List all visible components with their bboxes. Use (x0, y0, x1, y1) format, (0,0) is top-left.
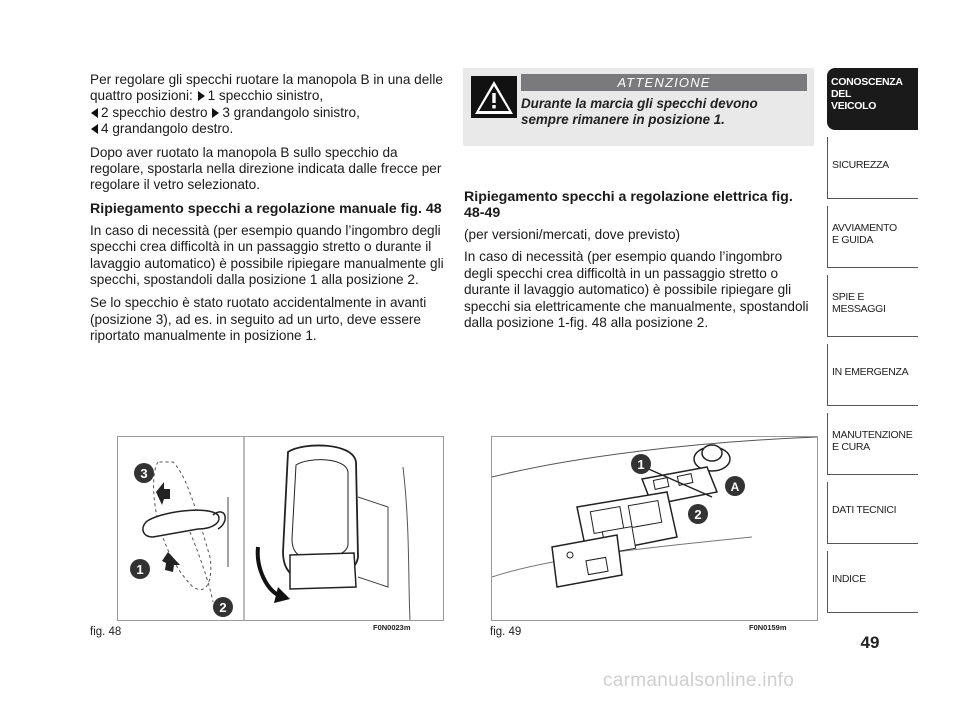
tab-indice[interactable]: INDICE (827, 551, 918, 613)
heading-electric-fold: Ripiegamento specchi a regolazione elettrica fig. 48-49 (464, 189, 793, 221)
fig49-label-2: 2 (694, 507, 702, 522)
fig48-label-2: 2 (219, 600, 227, 615)
fig48-caption: fig. 48 (90, 626, 122, 638)
fig49-caption: fig. 49 (490, 626, 522, 638)
paragraph-position-3: Se lo specchio è stato ruotato accidentalmente in avanti (posizione 3), ad es. in seguito ad un urto, deve essere riportato manualmente in posizione 1. (90, 295, 427, 344)
chapter-tabs (827, 68, 918, 620)
tab-dati-tecnici[interactable]: DATI TECNICI (827, 482, 918, 544)
fig49-label-A: A (730, 480, 740, 494)
warning-title: ATTENZIONE (521, 74, 807, 91)
warning-icon (471, 76, 517, 118)
tab-avviamento-e-guida[interactable]: AVVIAMENTO E GUIDA (827, 206, 918, 268)
figure-49 (491, 436, 818, 621)
door-switch-illustration (492, 437, 817, 620)
right-column (464, 189, 814, 337)
tab-in-emergenza[interactable]: IN EMERGENZA (827, 344, 918, 406)
warning-box (463, 68, 814, 146)
watermark: carmanualsonline.info (603, 670, 795, 691)
fig48-code: F0N0023m (373, 623, 411, 632)
fig49-label-1: 1 (637, 457, 645, 472)
version-note: (per versioni/mercati, dove previsto) (464, 227, 681, 242)
paragraph-mirror-knob: Per regolare gli specchi ruotare la manopola B in una delle quattro posizioni: 1 specchio sinistro, 2 specchio destro 3 grandangolo sinistro, 4 grandangolo destro. (90, 72, 443, 137)
tab-manutenzione-e-cura[interactable]: MANUTENZIONE E CURA (827, 413, 918, 475)
paragraph-adjust: Dopo aver ruotato la manopola B sullo specchio da regolare, spostarla nella direzione indicata dalle frecce per regolare il vetro selezionato. (90, 144, 442, 193)
fig49-code: F0N0159m (749, 623, 787, 632)
arrow-right-icon (198, 91, 205, 101)
heading-manual-fold: Ripiegamento specchi a regolazione manuale fig. 48 (90, 200, 442, 217)
left-column (90, 72, 446, 352)
arrow-right-icon (212, 108, 219, 118)
tab-sicurezza[interactable]: SICUREZZA (827, 137, 918, 199)
warning-text: Durante la marcia gli specchi devono sempre rimanere in posizione 1. (521, 96, 758, 127)
arrow-left-icon (91, 124, 98, 134)
fig48-label-1: 1 (136, 562, 144, 577)
page-number: 49 (860, 633, 880, 652)
fig48-label-3: 3 (140, 466, 148, 481)
arrow-left-icon (91, 108, 98, 118)
tab-conoscenza-del-veicolo[interactable]: CONOSCENZA DEL VEICOLO (827, 68, 918, 130)
paragraph-electric-fold: In caso di necessità (per esempio quando l’ingombro degli specchi crea difficoltà in un passaggio stretto o durante il lavaggio automatico) è possibile ripiegare gli specchi sia elettricamente che manualmente, spostandoli dalla posizione 1-fig. 48 alla posizione 2. (464, 249, 809, 331)
mirror-fold-illustration (118, 437, 443, 620)
tab-spie-e-messaggi[interactable]: SPIE E MESSAGGI (827, 275, 918, 337)
figure-48 (117, 436, 444, 621)
paragraph-manual-fold: In caso di necessità (per esempio quando l’ingombro degli specchi crea difficoltà in un passaggio stretto o durante il lavaggio automatico) è possibile ripiegare manualmente gli specchi, spostandoli dalla posizione 1 alla posizione 2. (90, 222, 444, 288)
